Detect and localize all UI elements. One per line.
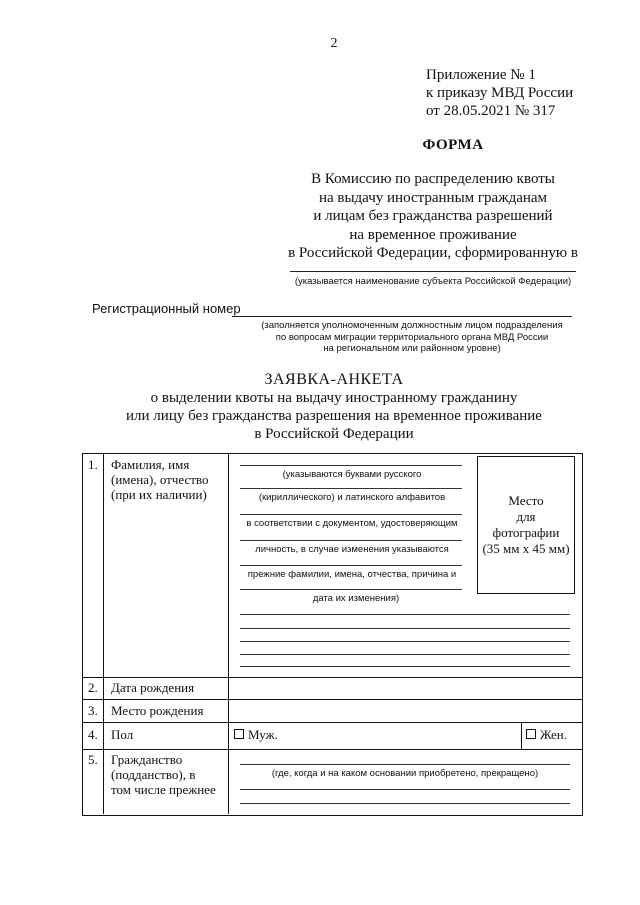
checkbox-icon[interactable] <box>234 729 244 739</box>
registration-fill-line[interactable] <box>232 316 572 317</box>
commission-line: В Комиссию по распределению квоты <box>311 171 555 187</box>
field-label-birth-place: Место рождения <box>111 703 204 718</box>
application-title: ЗАЯВКА-АНКЕТА <box>264 371 404 388</box>
checkbox-icon[interactable] <box>526 729 536 739</box>
form-title: ФОРМА <box>422 137 484 153</box>
row-divider <box>83 699 582 700</box>
field-label-line: (подданство), в <box>111 767 196 782</box>
page-number: 2 <box>330 36 338 51</box>
name-input-line[interactable] <box>240 565 462 566</box>
field-label-line: (имена), отчество <box>111 472 209 487</box>
commission-address <box>260 170 606 263</box>
application-heading <box>0 371 640 443</box>
name-input-line[interactable] <box>240 465 462 466</box>
citizenship-input-line[interactable] <box>240 803 570 804</box>
name-hint: в соответствии с документом, удостоверяющим <box>246 518 458 529</box>
sex-female-label: Жен. <box>540 727 567 742</box>
name-input-line[interactable] <box>240 628 570 629</box>
field-label-line: Гражданство <box>111 752 183 767</box>
field-label-birth-date: Дата рождения <box>111 680 195 695</box>
field-label-line: том числе прежнее <box>111 782 216 797</box>
commission-line: и лицам без гражданства разрешений <box>313 208 553 224</box>
name-input-line[interactable] <box>240 589 462 590</box>
field-label-citizenship <box>111 752 216 797</box>
sex-female-option[interactable] <box>526 727 567 742</box>
registration-note-line: (заполняется уполномоченным должностным лицом подразделения <box>261 320 563 331</box>
name-input-line[interactable] <box>240 654 570 655</box>
field-label-full-name <box>111 457 208 502</box>
commission-line: на временное проживание <box>349 226 517 243</box>
row-number: 2. <box>88 680 98 695</box>
name-input-line[interactable] <box>240 540 462 541</box>
row-number: 5. <box>88 752 98 767</box>
photo-placeholder[interactable] <box>477 456 575 594</box>
field-label-line: Фамилия, имя <box>111 457 190 472</box>
application-line: в Российской Федерации <box>254 426 414 442</box>
application-line: или лицу без гражданства разрешения на временное проживание <box>126 408 542 424</box>
name-input-line[interactable] <box>240 514 462 515</box>
sex-male-label: Муж. <box>248 727 278 742</box>
row-divider <box>83 722 582 723</box>
name-hint: личность, в случае изменения указываются <box>255 544 449 555</box>
photo-label-line: фотографии <box>492 525 560 540</box>
name-hint: прежние фамилии, имена, отчества, причина и <box>247 569 457 580</box>
photo-label-line: для <box>516 509 536 524</box>
registration-note-line: на региональном или районном уровне) <box>323 343 501 354</box>
photo-label-line: (35 мм х 45 мм) <box>482 541 570 556</box>
label-column-divider <box>228 454 229 814</box>
num-column-divider <box>103 454 104 814</box>
citizenship-hint: (где, когда и на каком основании приобретено, прекращено) <box>271 768 539 779</box>
appendix-line: от 28.05.2021 № 317 <box>426 103 556 119</box>
name-hint: дата их изменения) <box>312 593 400 604</box>
application-line: о выделении квоты на выдачу иностранному гражданину <box>150 390 518 406</box>
name-input-line[interactable] <box>240 641 570 642</box>
sex-cell-divider <box>521 723 522 749</box>
appendix-reference <box>426 66 573 120</box>
name-hint: (указываются буквами русского <box>282 469 422 480</box>
citizenship-input-line[interactable] <box>240 789 570 790</box>
appendix-line: к приказу МВД России <box>426 85 574 101</box>
row-number: 3. <box>88 703 98 718</box>
region-note: (указывается наименование субъекта Российской Федерации) <box>294 276 572 287</box>
sex-male-option[interactable] <box>234 727 278 742</box>
photo-label-line: Место <box>508 493 544 508</box>
registration-note-line: по вопросам миграции территориального органа МВД России <box>275 331 549 343</box>
appendix-line: Приложение № 1 <box>426 67 536 83</box>
name-input-line[interactable] <box>240 614 570 615</box>
registration-note <box>232 320 592 355</box>
field-label-sex: Пол <box>111 727 134 742</box>
name-input-line[interactable] <box>240 488 462 489</box>
registration-label: Регистрационный номер <box>92 301 241 316</box>
name-hint: (кириллического) и латинского алфавитов <box>258 492 446 503</box>
commission-line: на выдачу иностранным гражданам <box>318 189 548 206</box>
field-label-line: (при их наличии) <box>111 487 207 502</box>
name-input-line[interactable] <box>240 666 570 667</box>
region-fill-line[interactable] <box>290 271 576 272</box>
citizenship-input-line[interactable] <box>240 764 570 765</box>
row-divider <box>83 749 582 750</box>
row-number: 1. <box>88 457 98 472</box>
commission-line: в Российской Федерации, сформированную в <box>288 245 578 261</box>
row-divider <box>83 677 582 678</box>
row-number: 4. <box>88 727 98 742</box>
